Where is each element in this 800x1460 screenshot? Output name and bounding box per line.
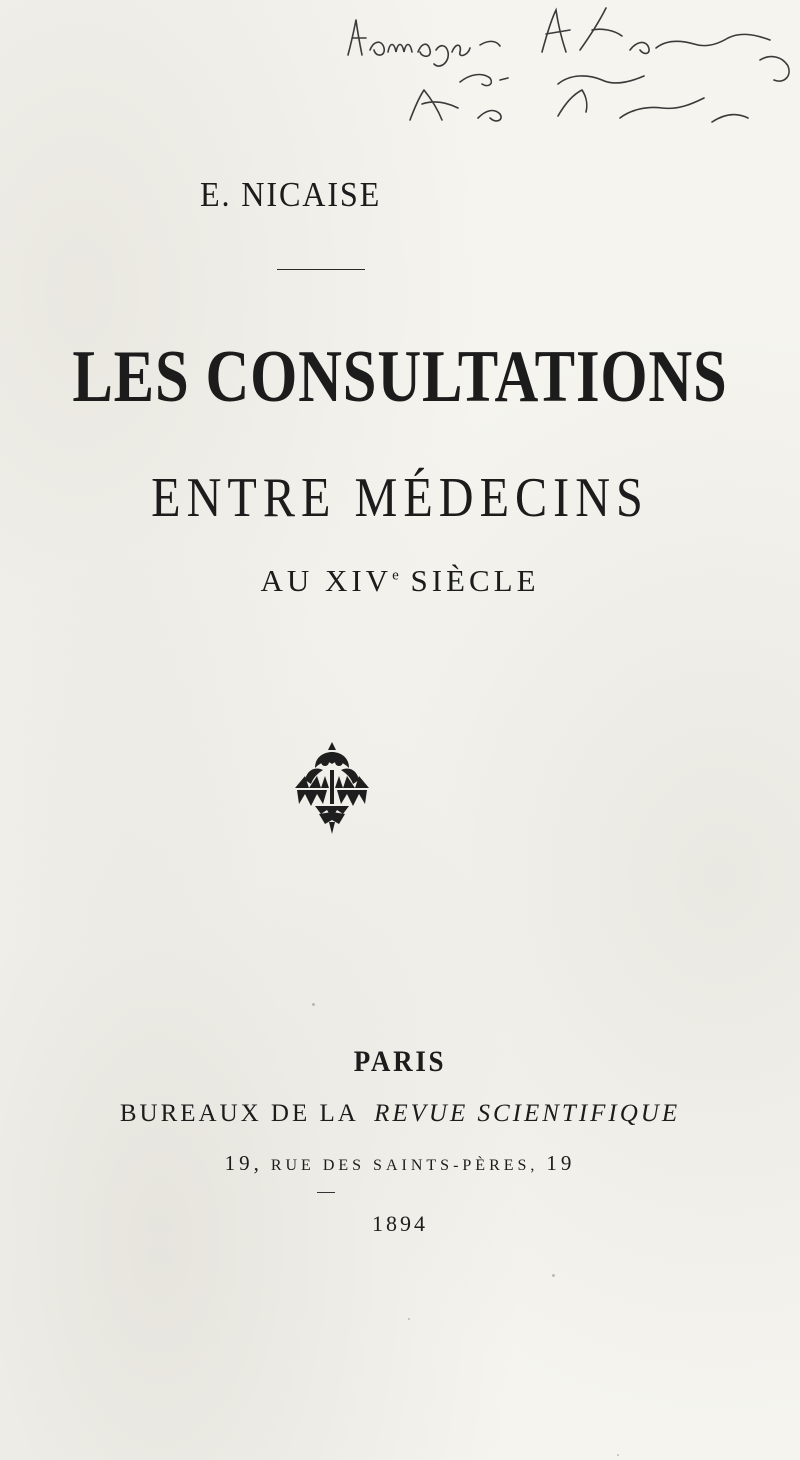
journal-name: REVUE SCIENTIFIQUE	[374, 1100, 681, 1127]
publisher-address	[0, 1151, 800, 1176]
publisher-prefix: BUREAUX DE LA	[119, 1100, 359, 1127]
street-number: 19,	[224, 1151, 263, 1175]
century-suffix: SIÈCLE	[410, 563, 540, 598]
street-number-repeat: 19	[546, 1151, 576, 1175]
paper-speck	[552, 1274, 555, 1277]
paper-speck	[408, 1318, 410, 1320]
century-prefix: AU XIV	[260, 563, 393, 598]
publication-year: 1894	[372, 1211, 428, 1236]
century-line	[0, 565, 800, 596]
century-superscript: e	[392, 567, 399, 584]
horizontal-rule	[277, 269, 365, 270]
short-rule	[317, 1192, 335, 1193]
paper-speck	[617, 1454, 619, 1456]
main-title: LES CONSULTATIONS	[72, 336, 728, 418]
street-name: RUE DES SAINTS-PÈRES,	[270, 1157, 539, 1174]
publisher-line	[0, 1100, 800, 1128]
handwritten-signature-icon	[330, 0, 800, 130]
handwritten-dedication	[330, 0, 800, 130]
paper-speck	[312, 1003, 315, 1006]
imprint-place: PARIS	[353, 1045, 447, 1078]
subtitle: ENTRE MÉDECINS	[151, 467, 649, 529]
author-name: E. NICAISE	[200, 175, 382, 214]
printers-fleuron-icon	[287, 740, 377, 835]
